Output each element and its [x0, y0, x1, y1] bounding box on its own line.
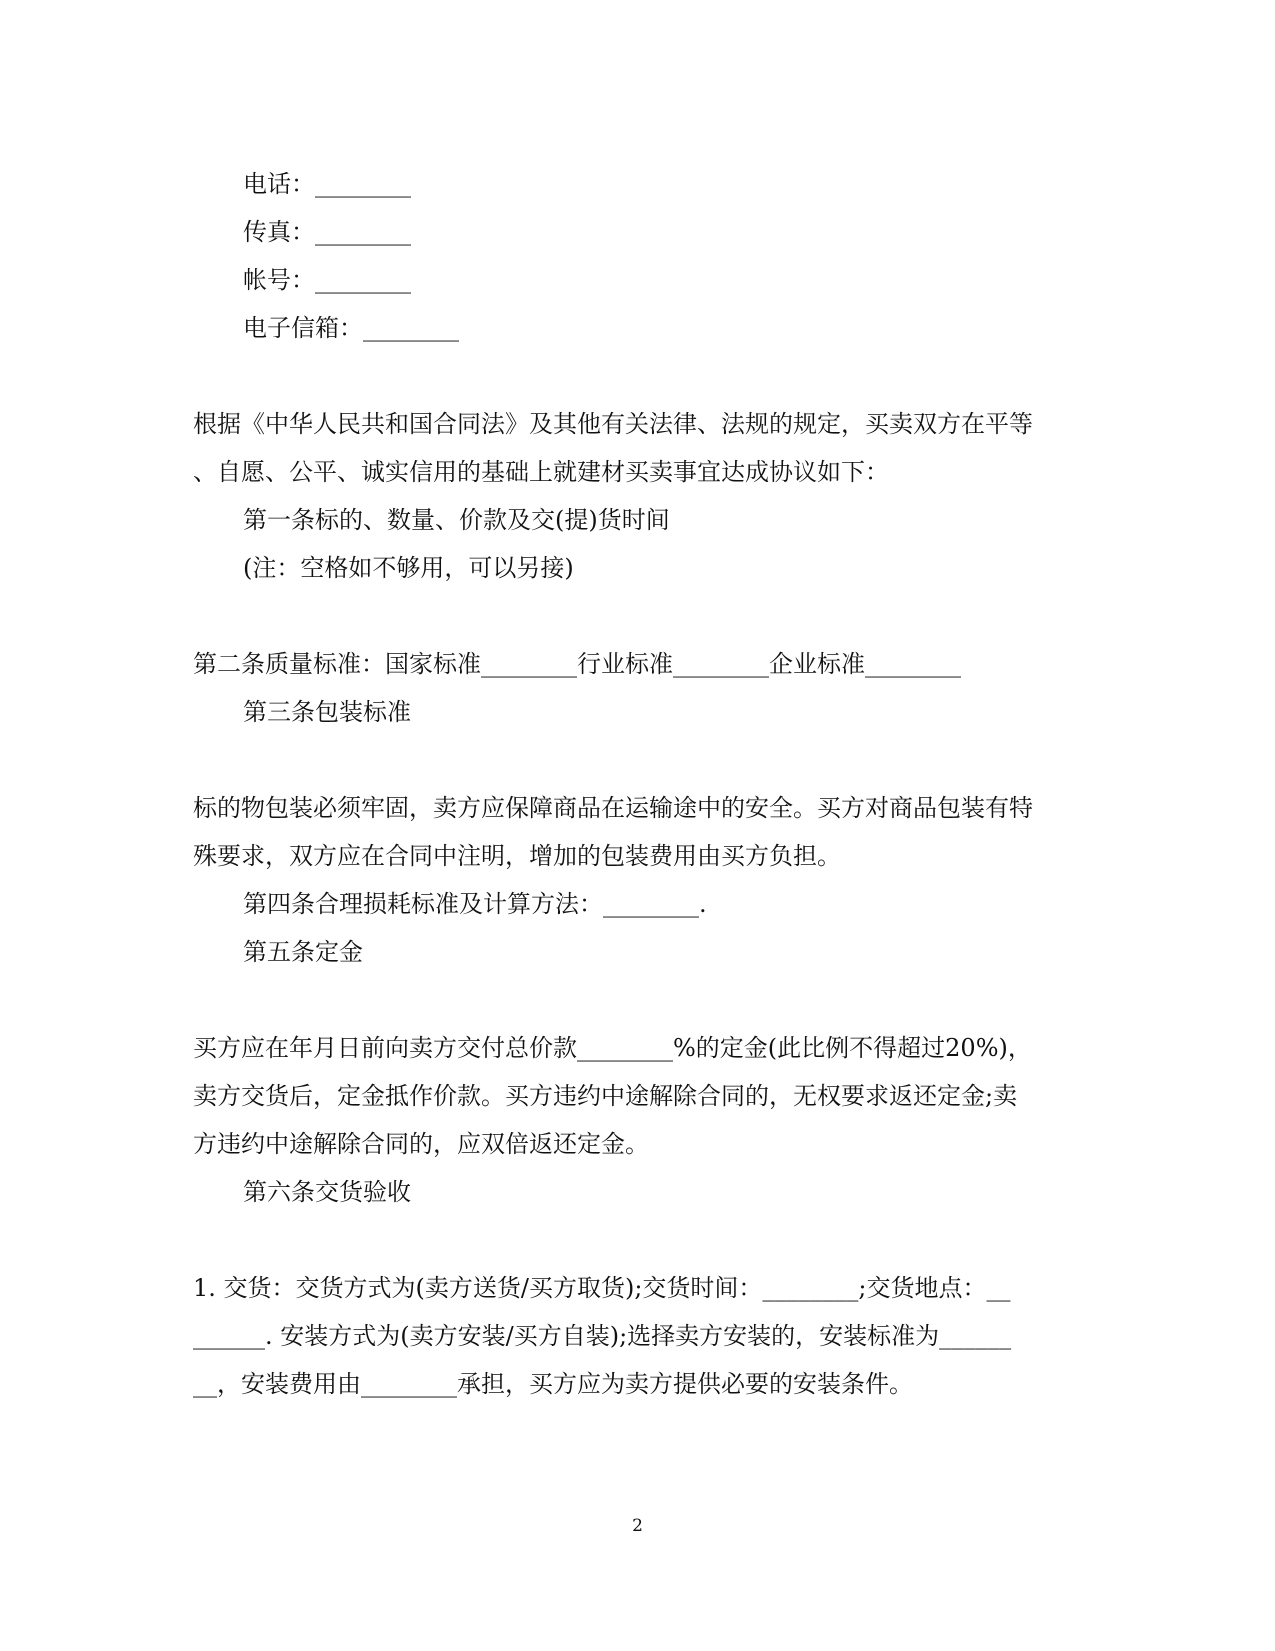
fax-field: 传真：________	[243, 218, 411, 246]
preamble-line-2: 、自愿、公平、诚实信用的基础上就建材买卖事宜达成协议如下：	[193, 458, 889, 486]
article-3-line-2: 殊要求，双方应在合同中注明，增加的包装费用由买方负担。	[193, 842, 841, 870]
page-number: 2	[632, 1516, 643, 1536]
phone-field: 电话：________	[243, 170, 411, 198]
article-5-line-1: 买方应在年月日前向卖方交付总价款________%的定金(此比例不得超过20%)，	[193, 1034, 1032, 1062]
article-6-line-3: __，安装费用由________承担，买方应为卖方提供必要的安装条件。	[193, 1370, 913, 1398]
article-5-title: 第五条定金	[243, 938, 363, 966]
article-3-title: 第三条包装标准	[243, 698, 411, 726]
article-4-loss: 第四条合理损耗标准及计算方法：________.	[243, 890, 707, 918]
account-field: 帐号：________	[243, 266, 411, 294]
article-5-line-2: 卖方交货后，定金抵作价款。买方违约中途解除合同的，无权要求返还定金;卖	[193, 1082, 1018, 1110]
article-6-line-2: ______. 安装方式为(卖方安装/买方自装);选择卖方安装的，安装标准为______	[193, 1322, 1012, 1350]
article-5-line-3: 方违约中途解除合同的，应双倍返还定金。	[193, 1130, 649, 1158]
article-1-note: (注：空格如不够用，可以另接)	[243, 554, 574, 582]
article-3-line-1: 标的物包装必须牢固，卖方应保障商品在运输途中的安全。买方对商品包装有特	[193, 794, 1033, 822]
preamble-line-1: 根据《中华人民共和国合同法》及其他有关法律、法规的规定，买卖双方在平等	[193, 410, 1033, 438]
article-2-quality: 第二条质量标准：国家标准________行业标准________企业标准________	[193, 650, 961, 678]
article-6-title: 第六条交货验收	[243, 1178, 411, 1206]
article-1-title: 第一条标的、数量、价款及交(提)货时间	[243, 506, 670, 534]
email-field: 电子信箱：________	[243, 314, 459, 342]
article-6-line-1: 1. 交货：交货方式为(卖方送货/买方取货);交货时间：________;交货地点：__	[193, 1274, 1011, 1302]
